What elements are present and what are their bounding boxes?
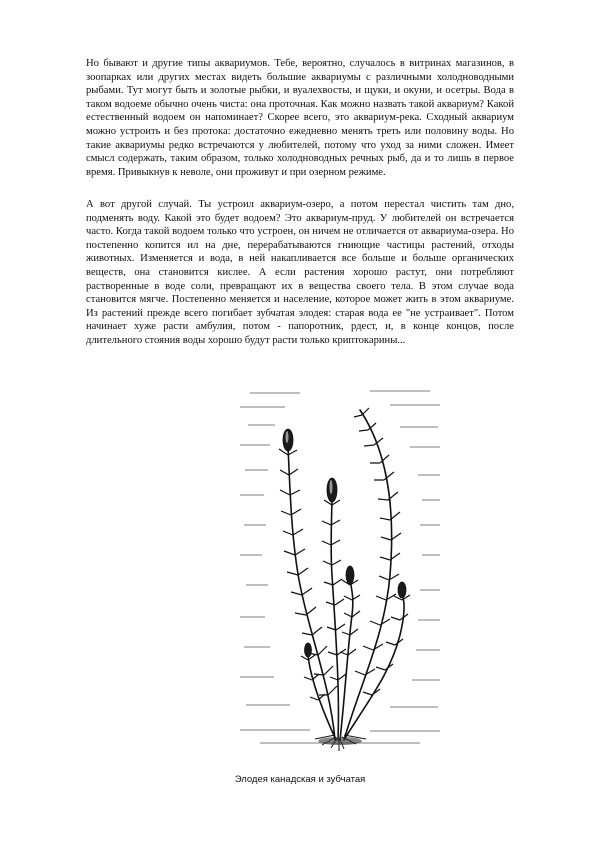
elodea-illustration (240, 385, 440, 755)
paragraph-pond-aquarium: А вот другой случай. Ты устроил аквариум-озеро, а потом перестал чистить там дно, подменять воду. Какой это будет водоем? Это аквариум-пруд. У любителей он встречается часто. Когда такой водоем только что устроен, он ничем не отличается от аквариума-озера. Но постепенно копится ил на дне, перерабатываются гниющие частицы растений, отходы животных. Изменяется и вода, в ней накапливается все больше и больше органических веществ, она становится кислее. А если растения хорошо растут, они потребляют растворенные в воде соли, превращают их в вещества своего тела. В этом случае вода становится мягче. Постепенно меняется и население, которое может жить в этом аквариуме. Из растений прежде всего погибает зубчатая элодея: старая вода ее "не устраивает". Потом начинает хуже расти амбулия, потом - папоротник, рдест, и, в конце концов, после длительного стояния воды хорошо будут расти только криптокарины... (86, 199, 514, 346)
paragraph-river-aquarium: Но бывают и другие типы аквариумов. Тебе, вероятно, случалось в витринах магазинов, в зоопарках или других местах видеть большие аквариумы с различными холодноводными рыбами. Тут могут быть и золотые рыбки, и вуалехвосты, и щуки, и окуни, и осетры. Вода в таком водоеме обычно очень чиста: она проточная. Как можно назвать такой аквариум? Какой естественный водоем он напоминает? Скорее всего, это аквариум-река. Сходный аквариум можно устроить и без протока: достаточно ежедневно менять треть или половину воды. Но такие аквариумы редко встречаются у любителей, потому что уход за ними сложен. Имеет смысл содержать, таким образом, только холодноводных речных рыб, да и то лишь в первое время. Привыкнув к неволе, они проживут и при озерном режиме. (86, 58, 514, 178)
figure-caption: Элодея канадская и зубчатая (234, 774, 366, 785)
